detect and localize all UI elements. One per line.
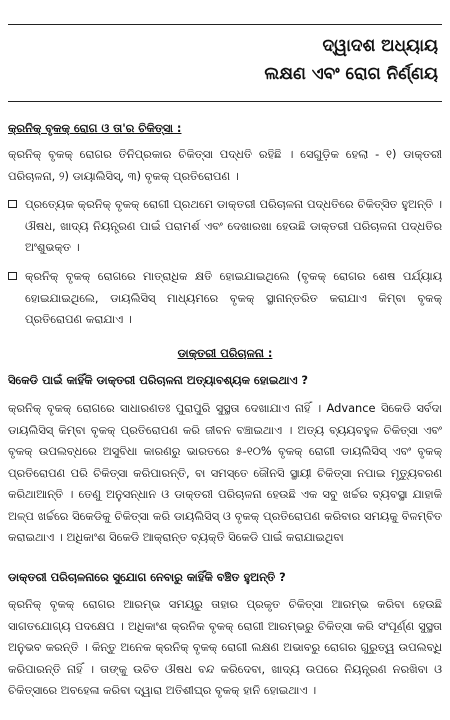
chapter-number: ଦ୍ୱାଦଶ ଅଧ୍ୟାୟ (322, 36, 438, 56)
question-heading-1: ସିକେଡି ପାଇଁ କାହିଁକି ଡାକ୍ତରୀ ପରିଚାଳନା ଅତ୍ୟାବଶ୍ୟକ ହୋଇଥାଏ ? (8, 373, 309, 387)
top-rule (8, 24, 442, 25)
paragraph-2: କ୍ରନିକ୍ ବୃକକ୍ ରୋଗର ଆରମ୍ଭ ସମୟରୁ ତାହାର ପ୍ରକୃତ ଚିକିତ୍ସା ଆରମ୍ଭ କରିବା ହେଉଛି ସାଗତଯୋଗ୍ୟ ପଦକ୍ଷେପ । ଅଧିକାଂଶ କ୍ରନିକ ବୃକକ୍ ରୋଗୀ ଆରମ୍ଭରୁ ଚିକିତ୍ସା କରି ସଂପୂର୍ଣ୍ଣ ସୁସ୍ଥତା ଅନୁଭବ କରନ୍ତି । କିନ୍ତୁ ଅନେକ କ୍ରନିକ୍ ବୃକକ୍ ରୋଗୀ ଲକ୍ଷଣ ଅଭାବରୁ ରୋଗର ଗୁରୁତ୍ୱ ଉପଲବ୍ଧି କରିପାରନ୍ତି ନାହିଁ । ତାଙ୍କୁ ଉଚିତ ଔଷଧ ବନ୍ଦ କରିଦେବା, ଖାଦ୍ୟ ଉପରେ ନିୟନ୍ତ୍ରଣ ନରଖିବା ଓ ଚିକିତ୍ସାରେ ଅବହେଳା କରିବା ଦ୍ୱାରା ଅତିଶୀଘ୍ର ବୃକକ୍ ହାନି ହୋଇଥାଏ । (8, 597, 442, 697)
checkbox-bullet-icon (8, 200, 17, 208)
intro-paragraph: କ୍ରନିକ୍ ବୃକକ୍ ରୋଗର ତିନିପ୍ରକାର ଚିକିତ୍ସା ପଦ୍ଧତି ରହିଛି । ସେଗୁଡ଼ିକ ହେଲା - ୧) ଡାକ୍ତରୀ ପରିଚାଳନା, ୨) ଡାୟାଲିସିସ୍, ୩) ବୃକକ୍ ପ୍ରତିରୋପଣ । (8, 147, 442, 183)
bullet-text: କ୍ରନିକ୍ ବୃକକ୍ ରୋଗରେ ମାତ୍ରାଧିକ କ୍ଷତି ହୋଇଯାଇଥିଲେ (ବୃକକ୍ ରୋଗର ଶେଷ ପର୍ଯ୍ୟାୟ ହୋଇଯାଇଥିଲେ, ଡାୟଲିସିସ୍ ମାଧ୍ୟମରେ ବୃକକ୍ ସ୍ଥାନାନ୍ତରିତ କରାଯାଏ କିମ୍ବା ବୃକକ୍ ପ୍ରତିରୋପଣ କରାଯାଏ । (25, 269, 442, 326)
section-heading-medical-management: ଡାକ୍ତରୀ ପରିଚାଳନା : (177, 346, 273, 360)
bullet-item (8, 194, 442, 259)
question-heading-2: ଡାକ୍ତରୀ ପରିଚାଳନାରେ ସୁଯୋଗ ନେବାରୁ କାହିଁକି ବଞ୍ଚିତ ହୁଅନ୍ତି ? (8, 570, 286, 584)
section-heading-treatment: କ୍ରନିକ୍ ବୃକକ୍ ରୋଗ ଓ ତା'ର ଚିକିତ୍ସା : (8, 121, 182, 135)
paragraph-1: କ୍ରନିକ୍ ବୃକକ୍ ରୋଗରେ ସାଧାରଣତଃ ପୁରାପୁରି ସୁସ୍ଥତା ଦେଖାଯାଏ ନାହିଁ । Advance ସିକେଡି ସର୍ବଦା ଡାୟଲିସିସ୍ କିମ୍ବା ବୃକକ୍ ପ୍ରତିରୋପଣ କରି ଜୀବନ ବଞ୍ଚାଇଥାଏ । ଅତ୍ୟ ବ୍ୟୟବହୁଳ ଚିକିତ୍ସା ଏବଂ ବୃକକ୍ ଉପଲବ୍ଧରେ ଅସୁବିଧା କାରଣରୁ ଭାରତରେ ୫-୧୦% ବୃକକ୍ ରୋଗୀ ଡାୟଲିସିସ୍ ଏବଂ ବୃକକ୍ ପ୍ରତିରୋପଣ ପରି ଚିକିତ୍ସା କରିପାରନ୍ତି, ବା ସମସ୍ତେ ଜୌନସି ସ୍ଥାୟୀ ଚିକିତ୍ସା ନପାଇ ମୃତ୍ୟୁବରଣ କରିଥାଆନ୍ତି । ତେଣୁ ଅନୁସନ୍ଧାନ ଓ ଡାକ୍ତରୀ ପରିଚାଳନା ହେଉଛି ଏକ ସବୁ ଖର୍ଚ୍ଚର ବ୍ୟବସ୍ଥା ଯାହାକି ଅଳ୍ପ ଖର୍ଚ୍ଚରେ ସିକେଡିକୁ ଚିକିତ୍ସା କରି ଡାୟଲିସିସ୍ ଓ ବୃକକ୍ ପ୍ରତିରୋପଣ କରିବାର ସମୟକୁ ବିଳମ୍ବିତ କରାଇଥାଏ । ଅଧିକାଂଶ ସିକେଡି ଆକ୍ରାନ୍ତ ବ୍ୟକ୍ତି ସିକେଡି ପାଇଁ କରାଯାଇଥିବା (8, 401, 442, 544)
header-rule (8, 101, 442, 102)
bullet-item (8, 266, 442, 331)
bullet-text: ପ୍ରତ୍ୟେକ କ୍ରନିକ୍ ବୃକକ୍ ରୋଗୀ ପ୍ରଥମେ ଡାକ୍ତରୀ ପରିଚାଳନା ପଦ୍ଧତିରେ ଚିକିତ୍ସିତ ହୁଅନ୍ତି । ଔଷଧ, ଖାଦ୍ୟ ନିୟନ୍ତ୍ରଣ ପାଇଁ ପରାମର୍ଶ ଏବଂ ଦେଖାରଖା ହେଉଛି ଡାକ୍ତରୀ ପରିଚାଳନା ପଦ୍ଧତିର ଅଂଶୁଭକ୍ତ । (25, 197, 442, 254)
checkbox-bullet-icon (8, 272, 17, 280)
chapter-title: ଲକ୍ଷଣ ଏବଂ ରୋଗ ନିର୍ଣ୍ଣୟ (264, 64, 438, 84)
